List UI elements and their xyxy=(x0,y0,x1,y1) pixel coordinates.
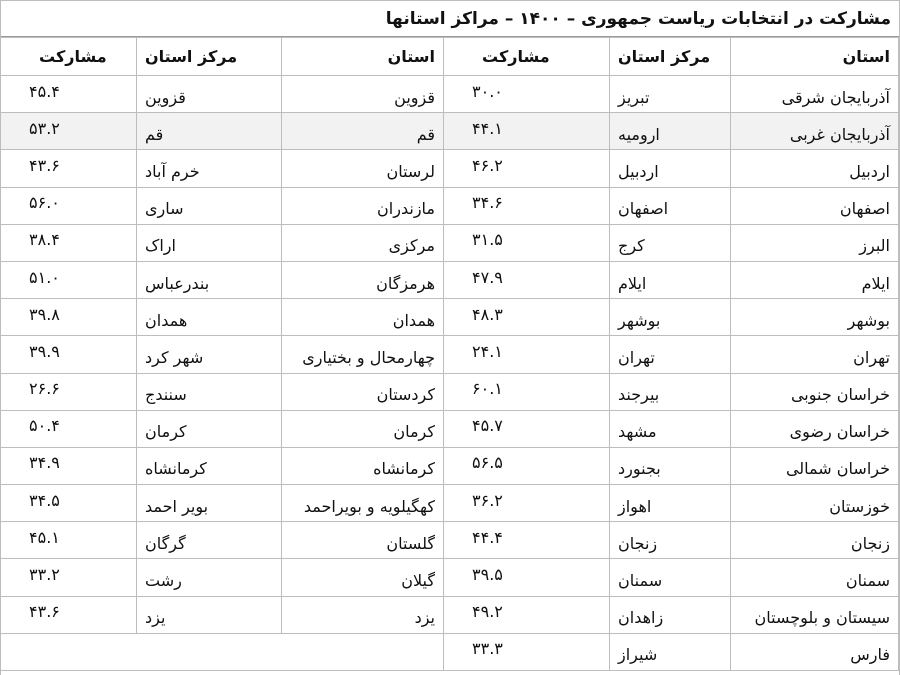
table-title: مشارکت در انتخابات ریاست جمهوری – ۱۴۰۰ – مراکز استانها xyxy=(1,0,899,37)
table-row xyxy=(1,410,899,447)
table-row xyxy=(1,224,899,261)
participation-cell: ۴۶.۲ xyxy=(444,150,610,187)
header-province: استان xyxy=(282,38,444,76)
center-cell: اردبیل xyxy=(610,150,731,187)
center-cell: شیراز xyxy=(610,633,731,670)
center-cell: قزوین xyxy=(137,76,282,113)
participation-cell: ۴۵.۱ xyxy=(1,522,137,559)
center-cell: بوشهر xyxy=(610,299,731,336)
empty-cell xyxy=(1,633,444,670)
table-row xyxy=(1,299,899,336)
center-cell: یزد xyxy=(137,596,282,633)
province-cell: البرز xyxy=(731,224,899,261)
province-cell: کردستان xyxy=(282,373,444,410)
table-row xyxy=(1,559,899,596)
province-cell: سیستان و بلوچستان xyxy=(731,596,899,633)
participation-cell: ۴۷.۹ xyxy=(444,261,610,298)
participation-cell: ۳۴.۵ xyxy=(1,485,137,522)
center-cell: گرگان xyxy=(137,522,282,559)
province-cell: مرکزی xyxy=(282,224,444,261)
province-cell: گیلان xyxy=(282,559,444,596)
center-cell: قم xyxy=(137,113,282,150)
participation-cell: ۴۵.۴ xyxy=(1,76,137,113)
participation-cell: ۵۱.۰ xyxy=(1,261,137,298)
center-cell: سمنان xyxy=(610,559,731,596)
center-cell: بویر احمد xyxy=(137,485,282,522)
center-cell: همدان xyxy=(137,299,282,336)
table-row xyxy=(1,76,899,113)
table-row xyxy=(1,336,899,373)
table-row xyxy=(1,485,899,522)
table-row xyxy=(1,633,899,670)
province-cell: خراسان شمالی xyxy=(731,447,899,484)
province-cell: ایلام xyxy=(731,261,899,298)
participation-cell: ۳۴.۹ xyxy=(1,447,137,484)
center-cell: ساری xyxy=(137,187,282,224)
header-center: مرکز استان xyxy=(610,38,731,76)
header-province: استان xyxy=(731,38,899,76)
province-cell: یزد xyxy=(282,596,444,633)
province-cell: زنجان xyxy=(731,522,899,559)
participation-cell: ۵۶.۵ xyxy=(444,447,610,484)
participation-cell: ۳۹.۹ xyxy=(1,336,137,373)
province-cell: کهگیلویه و بویراحمد xyxy=(282,485,444,522)
center-cell: تهران xyxy=(610,336,731,373)
center-cell: شهر کرد xyxy=(137,336,282,373)
participation-cell: ۳۹.۸ xyxy=(1,299,137,336)
province-cell: همدان xyxy=(282,299,444,336)
province-cell: چهارمحال و بختیاری xyxy=(282,336,444,373)
participation-cell: ۶۰.۱ xyxy=(444,373,610,410)
participation-cell: ۳۶.۲ xyxy=(444,485,610,522)
province-cell: لرستان xyxy=(282,150,444,187)
participation-cell: ۳۰.۰ xyxy=(444,76,610,113)
center-cell: رشت xyxy=(137,559,282,596)
center-cell: کرج xyxy=(610,224,731,261)
center-cell: اصفهان xyxy=(610,187,731,224)
participation-cell: ۴۳.۶ xyxy=(1,150,137,187)
center-cell: بجنورد xyxy=(610,447,731,484)
participation-cell: ۲۴.۱ xyxy=(444,336,610,373)
center-cell: سنندج xyxy=(137,373,282,410)
header-row xyxy=(1,38,899,76)
province-cell: کرمان xyxy=(282,410,444,447)
center-cell: اراک xyxy=(137,224,282,261)
participation-cell: ۳۳.۲ xyxy=(1,559,137,596)
province-cell: خراسان جنوبی xyxy=(731,373,899,410)
participation-cell: ۵۶.۰ xyxy=(1,187,137,224)
province-cell: بوشهر xyxy=(731,299,899,336)
center-cell: ایلام xyxy=(610,261,731,298)
province-cell: خوزستان xyxy=(731,485,899,522)
participation-cell: ۴۸.۳ xyxy=(444,299,610,336)
table-row xyxy=(1,522,899,559)
table-row xyxy=(1,596,899,633)
participation-table xyxy=(0,37,899,671)
province-cell: قزوین xyxy=(282,76,444,113)
table-row xyxy=(1,447,899,484)
province-cell: خراسان رضوی xyxy=(731,410,899,447)
header-participation: مشارکت xyxy=(444,38,610,76)
province-cell: آذربایجان شرقی xyxy=(731,76,899,113)
participation-cell: ۴۵.۷ xyxy=(444,410,610,447)
participation-cell: ۳۹.۵ xyxy=(444,559,610,596)
province-cell: قم xyxy=(282,113,444,150)
participation-cell: ۴۴.۱ xyxy=(444,113,610,150)
center-cell: مشهد xyxy=(610,410,731,447)
center-cell: خرم آباد xyxy=(137,150,282,187)
center-cell: کرمانشاه xyxy=(137,447,282,484)
province-cell: کرمانشاه xyxy=(282,447,444,484)
participation-cell: ۴۳.۶ xyxy=(1,596,137,633)
province-cell: آذربایجان غربی xyxy=(731,113,899,150)
province-cell: اصفهان xyxy=(731,187,899,224)
table-row xyxy=(1,113,899,150)
participation-cell: ۳۸.۴ xyxy=(1,224,137,261)
province-cell: فارس xyxy=(731,633,899,670)
table-row xyxy=(1,261,899,298)
province-cell: اردبیل xyxy=(731,150,899,187)
center-cell: بندرعباس xyxy=(137,261,282,298)
center-cell: تبریز xyxy=(610,76,731,113)
center-cell: بیرجند xyxy=(610,373,731,410)
center-cell: کرمان xyxy=(137,410,282,447)
table-row xyxy=(1,150,899,187)
header-participation: مشارکت xyxy=(1,38,137,76)
center-cell: ارومیه xyxy=(610,113,731,150)
table-body xyxy=(1,76,899,671)
province-cell: تهران xyxy=(731,336,899,373)
participation-cell: ۳۳.۳ xyxy=(444,633,610,670)
province-cell: گلستان xyxy=(282,522,444,559)
province-cell: مازندران xyxy=(282,187,444,224)
participation-cell: ۵۳.۲ xyxy=(1,113,137,150)
center-cell: زاهدان xyxy=(610,596,731,633)
center-cell: زنجان xyxy=(610,522,731,559)
participation-cell: ۴۴.۴ xyxy=(444,522,610,559)
participation-cell: ۳۴.۶ xyxy=(444,187,610,224)
province-cell: سمنان xyxy=(731,559,899,596)
table-row xyxy=(1,373,899,410)
center-cell: اهواز xyxy=(610,485,731,522)
table-row xyxy=(1,187,899,224)
participation-cell: ۲۶.۶ xyxy=(1,373,137,410)
participation-cell: ۴۹.۲ xyxy=(444,596,610,633)
participation-cell: ۳۱.۵ xyxy=(444,224,610,261)
header-center: مرکز استان xyxy=(137,38,282,76)
province-cell: هرمزگان xyxy=(282,261,444,298)
participation-cell: ۵۰.۴ xyxy=(1,410,137,447)
